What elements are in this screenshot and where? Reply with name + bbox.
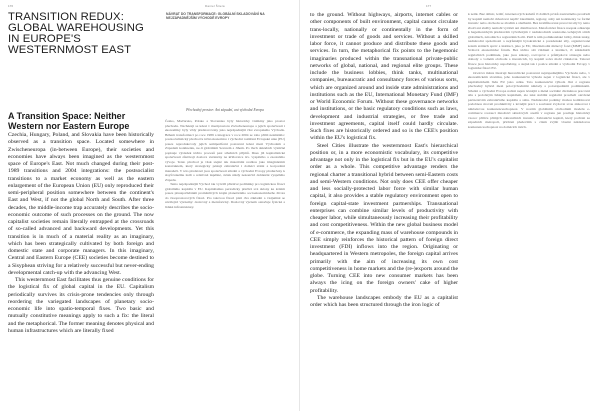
chapter-title: TRANSITION REDUX: GLOBAL WAREHOUSING IN EUROPE'S WESTERNMOST EAST [8, 11, 144, 56]
english-text-column [8, 132, 154, 411]
section-heading: A Transition Space: Neither Western nor Eastern Europe [8, 111, 130, 131]
paragraph: Czechia, Hungary, Poland, and Slovakia have been historically observed as a transition space. Located somewhere in Zwischeneuropa (in-between Europe), their societies and economies have always been imagined as the westernmost space of Europe's East. Not much changed during their post-1989 transitions and 2004 integrations: the postsocialist transitions to a market economy as well as the eastern enlargement of the European Union (EU) only reproduced their semi-peripheral position somewhere between the continent's East and West, if not the global North and South. After three decades, the middle-income trap accurately describes the socio-economic outcome of such processes on the ground. The now capitalist societies remain literally entrapped at the crossroads of so-called advanced and backward developments. Yet this transition is in much of a material reality as an imaginary, which has been strategically cultivated by both foreign and domestic state and corporate managers. In this imaginary, Central and Eastern Europe (CEE) societies become destined to a Sisyphean striving for a relatively successful but never-ending developmental catch-up with the advancing West. [8, 132, 154, 276]
chapter-title-czech: NÁVRAT DO TRANSFORMACE: GLOBÁLNÍ SKLADOVÁNÍ NA NEJZÁPADNĚJŠÍM VÝCHODĚ EVROPY [166, 12, 265, 21]
paragraph: Ocelová města ilustrují hierarchické postavení nejzápadnějšího Východu nebo, v ekonomickém slovníku, jeho konkurenční výhodu nejen v logistické fixaci, ale v kapitalistickém řádu EU jako celku. Tato konkurenční výhoda činí z regionu přechodný hybrid mezi polovýchodními náklady a polozápadními podmínkami. Střední a východní Evropa nabízí nejen levnější a méně sociálně chráněnou pracovní sílu s podobným lidským kapitálem, ale také stabilní regulační prostředí otevřené partnerstvím zahraničního kapitálu a státu. Nadnárodní podniky mohou kombinovat podobnou úroveň produktivity s levnější prací a současně zvyšovat svou ziskovost i nákladovou konkurenceschopnost. V novém globálním obchodním modelu e-commerce rostoucí množství skladových areálů v regionu jen posiluje historický vzorec přílivu přímých zahraničních investic. Zahraniční kapitál, který pochází ze západních metropolí, přichází především s cílem zvýšit vlastní nákladovou konkurenceschopnost na domácích trzích. [468, 70, 590, 129]
paragraph: This westernmost East facilitates thus genuine conditions for the logistical fix of global capital in the EU. Capitalism periodically survives its crisis-prone tendencies only through reordering the variegated landscapes of planetary socio-economic life into spatio-temporal fixes. Two basic and mutually constitutive meanings apply to such a fix: the literal and the metaphorical. The former meaning denotes physical and human infrastructures which are literally fixed [8, 277, 154, 334]
paragraph: Tento nejzápadnější Východ tak vytváří příznivé podmínky pro logistickou fixaci globálního kapitálu v EU. Kapitalismus periodicky přežívá své sklony ke krizím pouze přeuspořádáním proměnlivých krajin planetárního socioekonomického života do časoprostorových fixací. Pro takovou fixaci platí dva základní a vzájemně se utvářející významy: doslovný a metaforický. Doslovný význam označuje fyzické a lidské infrastruktury. [165, 182, 285, 209]
paragraph: k zemi. Bez dálnic, letišť, internetových kabelů či dalších prvků zastavěného prostředí by kapitál nemohl cirkulovat napříč lokalitami, regiony, státy ani kontinenty ve formě investic nebo obchodu se zbožím a službami. Bez kvalifikované pracovní síly by tento zboží ani služby nemohl vyrábět ani distribuovat. Metaforická fixace naopak odkazuje k hegemonickým představám vytvářeným v nadnárodních soukromo-veřejných sítích globálních, národních a regionálních elit. Patří k nim podnikatelské lobby, think tanky, nadnárodní společnosti a nejrůznější byrokratické a poradenské síly, organizované kolem státních správ a institucí, jako je EU, Mezinárodní měnový fond (MMF) nebo Světové ekonomické fórum. Bez těchto sítí vládnutí a institucí, či základních regulačních podmínek, jako jsou zákony, rozvojové a průmyslové strategie nebo dohody o volném obchodu a investicích, by kapitál sotva mohl cirkulovat. Takové fixace jsou historicky uspořádány, a stejně tak i pozice střední a východní Evropy v logistické fixaci EU. [468, 12, 590, 70]
paragraph: Steel Cities illustrate the westernmost East's hierarchical position or, in a more economistic vocabulary, its competitive advantage not only in the logistical fix but in the EU's capitalist order as a whole. This competitive advantage renders the regional charter a transitional hybrid between semi-Eastern costs and semi-Western conditions. Not only does CEE offer cheaper and less socially-protected labor force with similar human capital, it also provides a stable regulatory environment open to foreign capital-state investment partnerships. Transnational enterprises can combine similar levels of productivity with cheaper labor, while simultaneously increasing their profitability and cost competitiveness. Within the new global business model of e-commerce, the expanding mass of warehouse compounds in CEE simply reinforces the historical pattern of foreign direct investment (FDI) inflows into the region. Originating or headquartered in Western metropoles, the foreign capital arrives primarily with the aim of increasing its own cost competitiveness in home markets and the (re-)exports around the globe. Turning CEE into new consumer markets has been always the icing on the foreign owners' cake of higher profitability. [310, 142, 458, 294]
page-number: 176 [8, 4, 14, 8]
right-page [300, 0, 600, 411]
section-heading-czech: Přechodný prostor: Ani západní, ani východní Evropa [186, 108, 264, 112]
czech-text-column [165, 119, 285, 411]
running-author: Daniel Šitera [205, 4, 225, 8]
paragraph: Česko, Maďarsko, Polsko a Slovensko byly historicky vnímány jako prostor přechodu. Nacházejí se kdesi v meziprostoru Zwischeneuropa a jejich společnosti i ekonomiky byly vždy představovány jako nejzápadnější část evropského Východu. Během transformací po roce 1989 a integrace v roce 2004 se toho příliš nezměnilo: postsocialistický přechod k tržní ekonomice i východní rozšíření Evropské unie (EU) pouze reprodukovaly jejich semiperiferní postavení kdesi mezi Východem a Západem kontinentu, ne-li globálním Severem a Jihem. Po třech dekádách výstižně popisuje výsledek těchto procesů past středních příjmů. Dnes již kapitalistické společnosti zůstávají doslova uvězněny na křižovatce tzv. vyspělého a zaostalého vývoje. Tento přechod je však stejně tak materiální realitou jako imaginárním konstruktem, který strategicky pěstují zahraniční i domácí státní a korporátní manažeři. V této představě jsou společnosti střední a východní Evropy předurčeny k sisyfovskému úsilí o relativně úspěšné, avšak nikdy nekončící dohánění vyspělého Západu. [165, 119, 285, 182]
paragraph: to the ground. Without highways, airports, internet cables or other components of built environment, capital cannot circulate trans-locally, nationally or continentally in the form of investment or trade of goods and services. Without a skilled labor force, it cannot produce and distribute these goods and services. In turn, the metaphorical fix points to the hegemonic imaginaries produced within the transnational private-public networks of global, national, and regional elite groups. These include the business lobbies, think tanks, multinational companies, bureaucratic and consultancy forces of various sorts, which are organized around and inside state administrations and institutions such as the EU, International Monetary Fund (IMF) or World Economic Forum. Without these governance networks and institutions, or the basic regulatory conditions such as laws, development and industrial strategies, or free trade and investment agreements, capital itself could hardly circulate. Such fixes are historically ordered and so is the CEE's position within the EU's logistical fix. [310, 12, 458, 142]
english-text-column [310, 12, 458, 411]
page-number: 177 [426, 4, 432, 8]
paragraph: The warehouse landscapes embody the EU as a capitalist order which has been structured through the iron logic of [310, 294, 458, 308]
czech-text-column [468, 12, 590, 411]
